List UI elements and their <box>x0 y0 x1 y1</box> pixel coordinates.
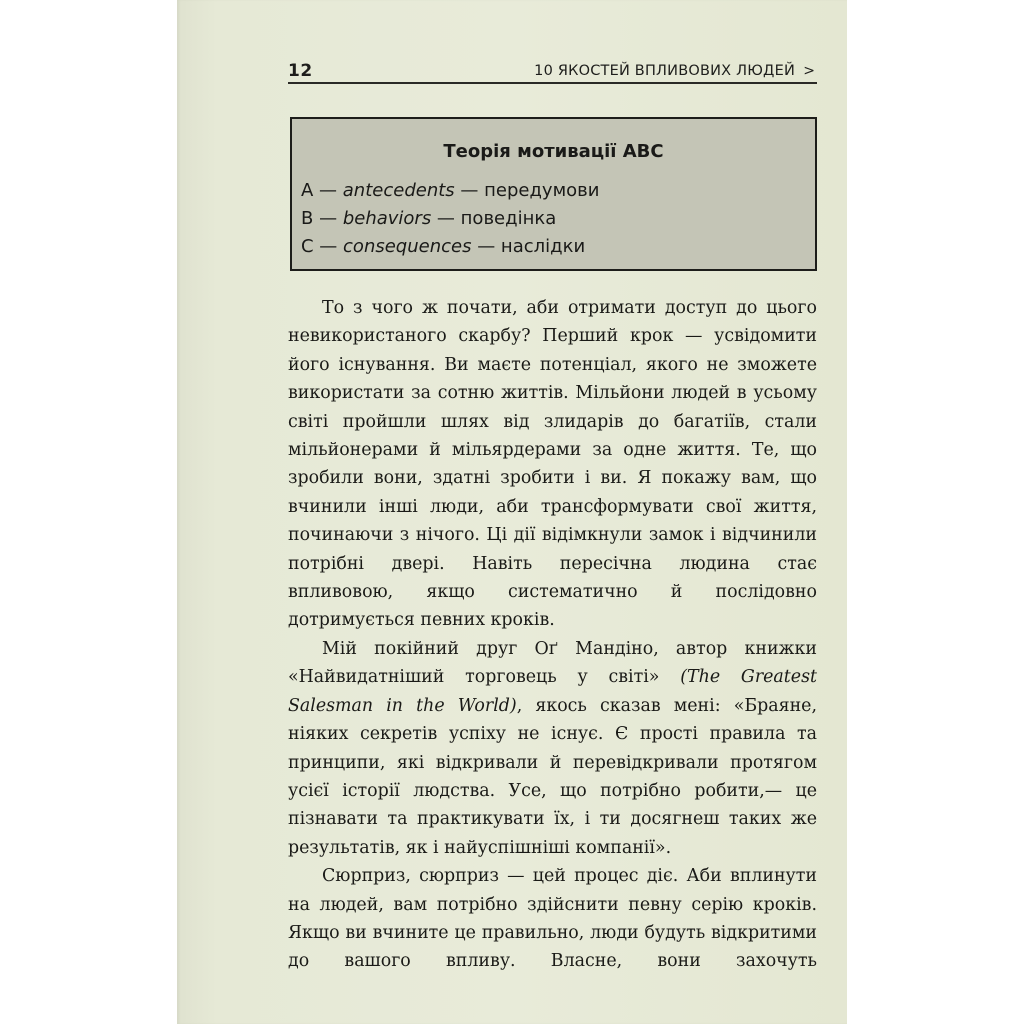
book-title: 10 ЯКОСТЕЙ ВПЛИВОВИХ ЛЮДЕЙ <box>534 63 795 79</box>
dash: — <box>313 236 344 257</box>
page-number: 12 <box>288 61 313 81</box>
paragraph-2 <box>288 635 817 862</box>
item-term: consequences <box>343 236 472 257</box>
abc-item-c <box>301 233 599 261</box>
chevron-right-icon: > <box>803 63 815 79</box>
abc-theory-sidebar <box>290 117 817 271</box>
dash: — <box>431 208 461 229</box>
abc-list <box>301 177 599 261</box>
abc-item-b <box>301 205 599 233</box>
abc-item-a <box>301 177 599 205</box>
item-term: antecedents <box>342 180 455 201</box>
dash: — <box>471 236 501 257</box>
item-letter: С <box>301 236 314 257</box>
item-translation: наслідки <box>500 236 586 257</box>
paragraph-2-start: Мій покійний друг Оґ Мандіно, автор книжки «Найвидатніший торговець у світі» <box>288 638 817 688</box>
paragraph-2-end: , якось сказав мені: «Браяне, ніяких секретів успіху не існує. Є прості правила та принципи, які відкривали й перевідкривали протягом усієї історії людства. Усе, що потрібно робити,— це пізнавати та практикувати їх, і ти досягнеш таких же результатів, як і найуспішніші компанії». <box>288 695 817 858</box>
body-text <box>288 294 817 976</box>
item-term: behaviors <box>342 208 432 229</box>
dash: — <box>454 180 485 201</box>
item-translation: поведінка <box>460 208 557 229</box>
item-translation: передумови <box>484 180 600 201</box>
dash: — <box>313 208 343 229</box>
dash: — <box>313 180 343 201</box>
item-letter: В <box>301 208 314 229</box>
item-letter: А <box>301 180 314 201</box>
sidebar-title: Теорія мотивації АВС <box>443 141 664 162</box>
paragraph-1: То з чого ж почати, аби отримати доступ до цього невикористаного скарбу? Перший крок — усвідомити його існування. Ви маєте потенціал, якого не зможете використати за сотню життів. Мільйони людей в усьому світі пройшли шлях від злидарів до багатіїв, стали мільйонерами й мільярдерами за одне життя. Те, що зробили вони, здатні зробити і ви. Я покажу вам, що вчинили інші люди, аби трансформувати свої життя, починаючи з нічого. Ці дії відімкнули замок і відчинили потрібні двері. Навіть пересічна людина стає впливовою, якщо систематично й послідовно дотримується певних кроків. <box>288 298 817 631</box>
running-header <box>288 58 817 84</box>
english-book-title: (The Greatest Salesman in the World) <box>288 667 817 716</box>
book-page <box>177 0 847 1024</box>
paragraph-3: Сюрприз, сюрприз — цей процес діє. Аби вплинути на людей, вам потрібно здійснити певну серію кроків. Якщо ви вчините це правильно, люди будуть відкритими до вашого впливу. Власне, вони захочуть <box>288 866 817 972</box>
